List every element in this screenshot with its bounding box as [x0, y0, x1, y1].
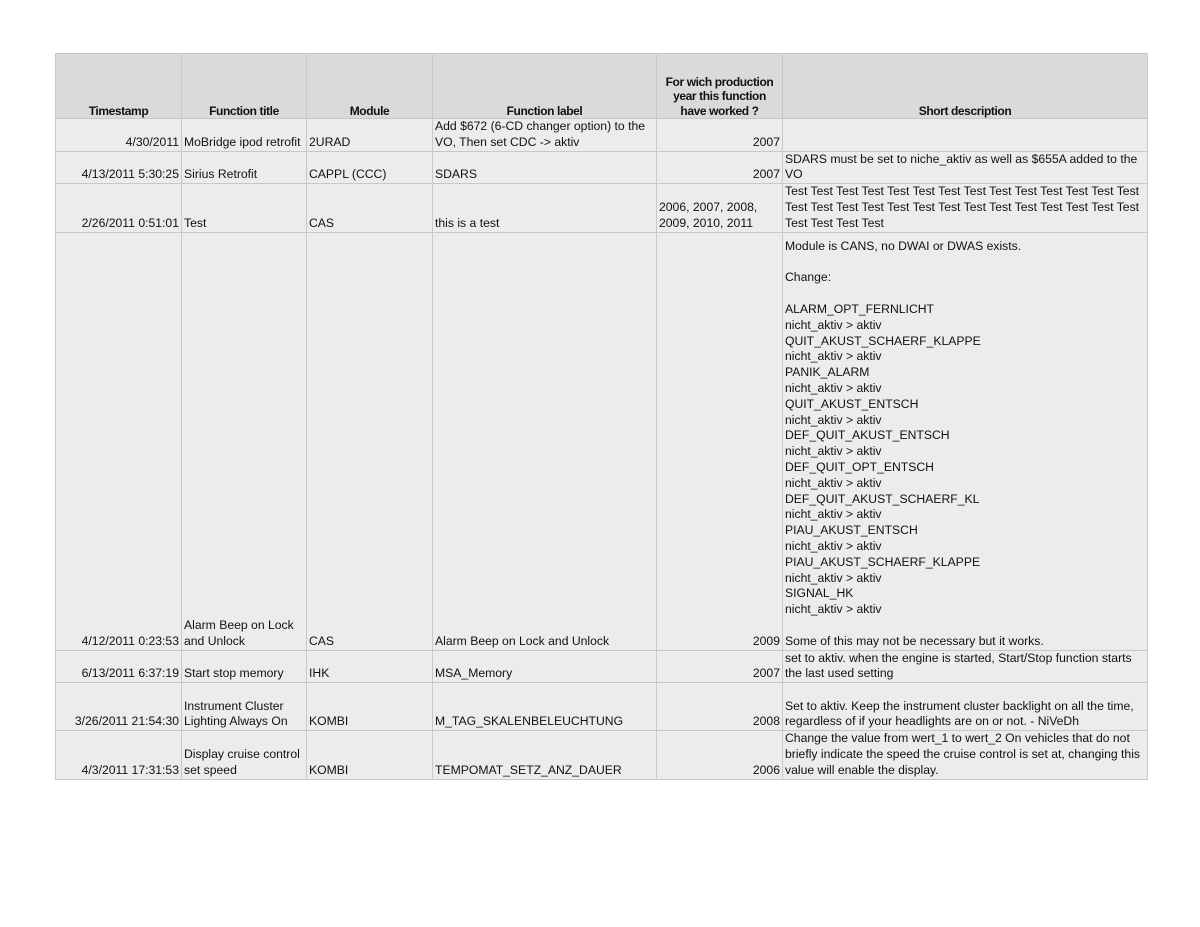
cell-short-description: Test Test Test Test Test Test Test Test Test Test Test Test Test Test Test Test Test Test Test Test Test Test Test Test Test Test Test Test Test Test Test Test: [783, 184, 1148, 232]
cell-short-description: [783, 119, 1148, 152]
cell-timestamp: 4/13/2011 5:30:25: [56, 151, 182, 184]
cell-module: IHK: [307, 650, 433, 683]
cell-short-description: Module is CANS, no DWAI or DWAS exists. Change: ALARM_OPT_FERNLICHT nicht_aktiv > aktiv QUIT_AKUST_SCHAERF_KLAPPE nicht_aktiv > aktiv PANIK_ALARM nicht_aktiv > aktiv QUIT_AKUST_ENTSCH nicht_aktiv > aktiv DEF_QUIT_AKUST_ENTSCH nicht_aktiv > aktiv DEF_QUIT_OPT_ENTSCH nicht_aktiv > aktiv DEF_QUIT_AKUST_SCHAERF_KL nicht_aktiv > aktiv PIAU_AKUST_ENTSCH nicht_aktiv > aktiv PIAU_AKUST_SCHAERF_KLAPPE nicht_aktiv > aktiv SIGNAL_HK nicht_aktiv > aktiv Some of this may not be necessary but it works.: [783, 232, 1148, 650]
cell-function-label: MSA_Memory: [433, 650, 657, 683]
cell-short-description: Change the value from wert_1 to wert_2 On vehicles that do not briefly indicate the speed the cruise control is set at, changing this value will enable the display.: [783, 731, 1148, 779]
cell-function-title: Start stop memory: [182, 650, 307, 683]
cell-production-year: 2007: [657, 119, 783, 152]
cell-production-year: 2009: [657, 232, 783, 650]
header-timestamp: Timestamp: [56, 54, 182, 119]
cell-module: 2URAD: [307, 119, 433, 152]
cell-function-label: M_TAG_SKALENBELEUCHTUNG: [433, 683, 657, 731]
cell-production-year: 2007: [657, 650, 783, 683]
header-function-title: Function title: [182, 54, 307, 119]
cell-module: KOMBI: [307, 683, 433, 731]
cell-timestamp: 4/3/2011 17:31:53: [56, 731, 182, 779]
header-short-description: Short description: [783, 54, 1148, 119]
cell-timestamp: 2/26/2011 0:51:01: [56, 184, 182, 232]
header-function-label: Function label: [433, 54, 657, 119]
header-production-year: For wich production year this function have worked ?: [657, 54, 783, 119]
cell-production-year: 2006, 2007, 2008, 2009, 2010, 2011: [657, 184, 783, 232]
cell-function-label: SDARS: [433, 151, 657, 184]
header-row: [56, 54, 1148, 119]
cell-function-label: TEMPOMAT_SETZ_ANZ_DAUER: [433, 731, 657, 779]
cell-module: KOMBI: [307, 731, 433, 779]
cell-timestamp: 4/30/2011: [56, 119, 182, 152]
cell-short-description: SDARS must be set to niche_aktiv as well as $655A added to the VO: [783, 151, 1148, 184]
cell-function-title: Display cruise control set speed: [182, 731, 307, 779]
cell-production-year: 2006: [657, 731, 783, 779]
table-row: [56, 683, 1148, 731]
table-row: [56, 184, 1148, 232]
table-row: [56, 731, 1148, 779]
table-row: [56, 151, 1148, 184]
cell-function-label: this is a test: [433, 184, 657, 232]
cell-function-label: Add $672 (6-CD changer option) to the VO, Then set CDC -> aktiv: [433, 119, 657, 152]
table-row: [56, 232, 1148, 650]
cell-function-label: Alarm Beep on Lock and Unlock: [433, 232, 657, 650]
cell-function-title: Sirius Retrofit: [182, 151, 307, 184]
cell-function-title: Alarm Beep on Lock and Unlock: [182, 232, 307, 650]
table-row: [56, 119, 1148, 152]
cell-short-description: Set to aktiv. Keep the instrument cluster backlight on all the time, regardless of if your headlights are on or not. - NiVeDh: [783, 683, 1148, 731]
header-module: Module: [307, 54, 433, 119]
cell-module: CAS: [307, 184, 433, 232]
table-row: [56, 650, 1148, 683]
cell-production-year: 2007: [657, 151, 783, 184]
cell-short-description: set to aktiv. when the engine is started, Start/Stop function starts the last used setting: [783, 650, 1148, 683]
cell-module: CAS: [307, 232, 433, 650]
cell-function-title: Instrument Cluster Lighting Always On: [182, 683, 307, 731]
spreadsheet-table: [55, 53, 1148, 780]
cell-module: CAPPL (CCC): [307, 151, 433, 184]
cell-production-year: 2008: [657, 683, 783, 731]
cell-timestamp: 3/26/2011 21:54:30: [56, 683, 182, 731]
cell-timestamp: 6/13/2011 6:37:19: [56, 650, 182, 683]
cell-timestamp: 4/12/2011 0:23:53: [56, 232, 182, 650]
cell-function-title: Test: [182, 184, 307, 232]
cell-function-title: MoBridge ipod retrofit: [182, 119, 307, 152]
